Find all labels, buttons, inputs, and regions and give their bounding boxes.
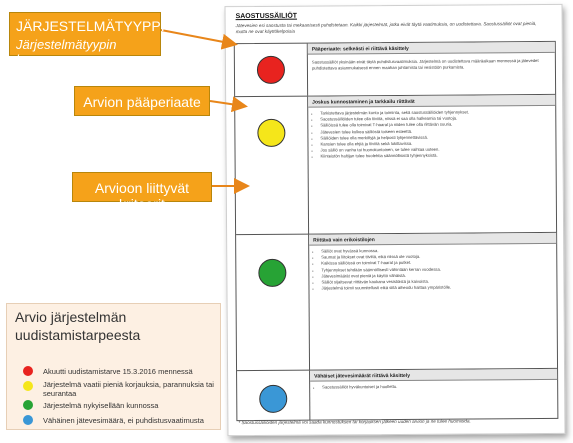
list-item: • Jätevesien tulee kulkea säiliöstä toiseen esteettä. bbox=[320, 128, 551, 136]
document-footnote: * Saostussäiliöiden järjestelmä voi saada kunnostuksen tai korjauksen jälkeen uuden arvion ja ne tulee huomioida. bbox=[238, 418, 471, 426]
list-item: • Tyhjennykset tehdään säännöllisesti vähintään kerran vuodessa. bbox=[321, 266, 552, 274]
row-header: Joskus kunnostaminen ja tarkkailu riittävät bbox=[308, 95, 555, 108]
list-item: • Järjestelmä toimii suunnitellusti eikä siitä aiheudu haittaa ympäristölle. bbox=[321, 284, 552, 292]
row-text: Saostussäiliöt yksinään eivät täytä puhdistusvaatimuksia. Järjestelmä on uudistettava määräaikaan mennessä ja jätevedet puhdistettava asianmukaisesti ennen maahan johtamista tai vesistöön purkamista. bbox=[311, 57, 539, 71]
legend-item-label: Akuutti uudistamistarve 15.3.2016 mennessä bbox=[43, 367, 193, 376]
list-item: • Jätevesimäärät ovat pieniä ja käyttö vähäistä. bbox=[321, 272, 552, 280]
list-item: • Tarkistettava järjestelmän kunto ja toiminta, sekä saostussäiliöiden tyhjennykset. bbox=[320, 109, 551, 117]
document-title: SAOSTUSSÄILIÖT bbox=[235, 12, 298, 21]
list-item: • Saostussäiliöt hyväkuntoiset ja huollettu. bbox=[322, 383, 553, 391]
callout-principle-label: Arvion pääperiaate bbox=[83, 94, 201, 110]
legend-box bbox=[6, 303, 221, 430]
callout-principle bbox=[74, 86, 210, 116]
list-item: • Säiliöt ovat hyvässä kunnossa. bbox=[321, 247, 552, 255]
legend-item-label: Järjestelmä vaatii pieniä korjauksia, parannuksia tai seurantaa bbox=[43, 380, 214, 398]
legend-yellow-dot-icon bbox=[23, 381, 33, 391]
row-header: Riittävä vain erikoistilojen bbox=[309, 233, 556, 246]
list-item: • Saostussäiliöiden tulee olla tiiviitä, niissä ei saa olla halkeamia tai vuotoja. bbox=[320, 115, 551, 123]
list-item: • Kaikissa säiliöissä on toimivat T-haarat ja putket. bbox=[321, 259, 552, 267]
callout-type-title: JÄRJESTELMÄTYYPPI bbox=[16, 18, 165, 34]
callout-system-type bbox=[9, 12, 165, 67]
legend-red-dot-icon bbox=[23, 366, 33, 376]
row-header: Pääperiaate: selkeästi ei riittävä käsittely bbox=[308, 42, 555, 55]
list-item: • Saumat ja liitokset ovat tiiviitä, eikä niissä ole vuotoja. bbox=[321, 253, 552, 261]
list-item: • Jos säiliö on vanha tai huonokuntoinen, se tulee vaihtaa uuteen. bbox=[320, 146, 551, 154]
list-item: • Säiliöiden tulee olla merkittyjä ja helposti tyhjennettävissä. bbox=[320, 134, 551, 142]
callout-criteria-label: Arvioon liittyvät kriteerit bbox=[94, 180, 190, 212]
legend-green-dot-icon bbox=[23, 400, 33, 410]
legend-item-label: Järjestelmä nykyisellään kunnossa bbox=[43, 401, 159, 410]
document-description: Jätevesien esi saostusta tai mekaanisesti puhdistetaan. Kaikki järjestelmät, jotka eivät täytä vaatimuksia, on uudistettava. Saostussäiliöt ovat pieniä, mutta ne ovat käyttökelpoisia bbox=[235, 21, 537, 35]
legend-blue-dot-icon bbox=[23, 415, 33, 425]
list-item: • Säiliöissä tulee olla toimivat T-haarat ja niiden tulee olla riittävän suuria. bbox=[320, 121, 551, 129]
callout-type-description: Järjestelmätyypin kuvaus bbox=[16, 37, 117, 67]
arrow-type bbox=[161, 30, 234, 44]
legend-item-label: Vähäinen jätevesimäärä, ei puhdistusvaatimusta bbox=[43, 416, 204, 425]
list-item: • Kiinteistön haltijan tulee huolehtia säännöllisistä tyhjennyksistä. bbox=[321, 152, 552, 160]
list-item: • Kansien tulee olla ehjiä ja tiiviitä sekä lukittavissa. bbox=[320, 140, 551, 148]
arrow-principle bbox=[210, 101, 244, 106]
callout-criteria bbox=[72, 172, 212, 212]
list-item: • Säiliöt sijaitsevat riittävän kaukana vesistöistä ja kaivoista. bbox=[321, 278, 552, 286]
legend-title: Arvio järjestelmän uudistamistarpeesta bbox=[15, 309, 141, 343]
row-header: Vähäiset jätevesimäärät riittävä käsittely bbox=[310, 369, 557, 382]
